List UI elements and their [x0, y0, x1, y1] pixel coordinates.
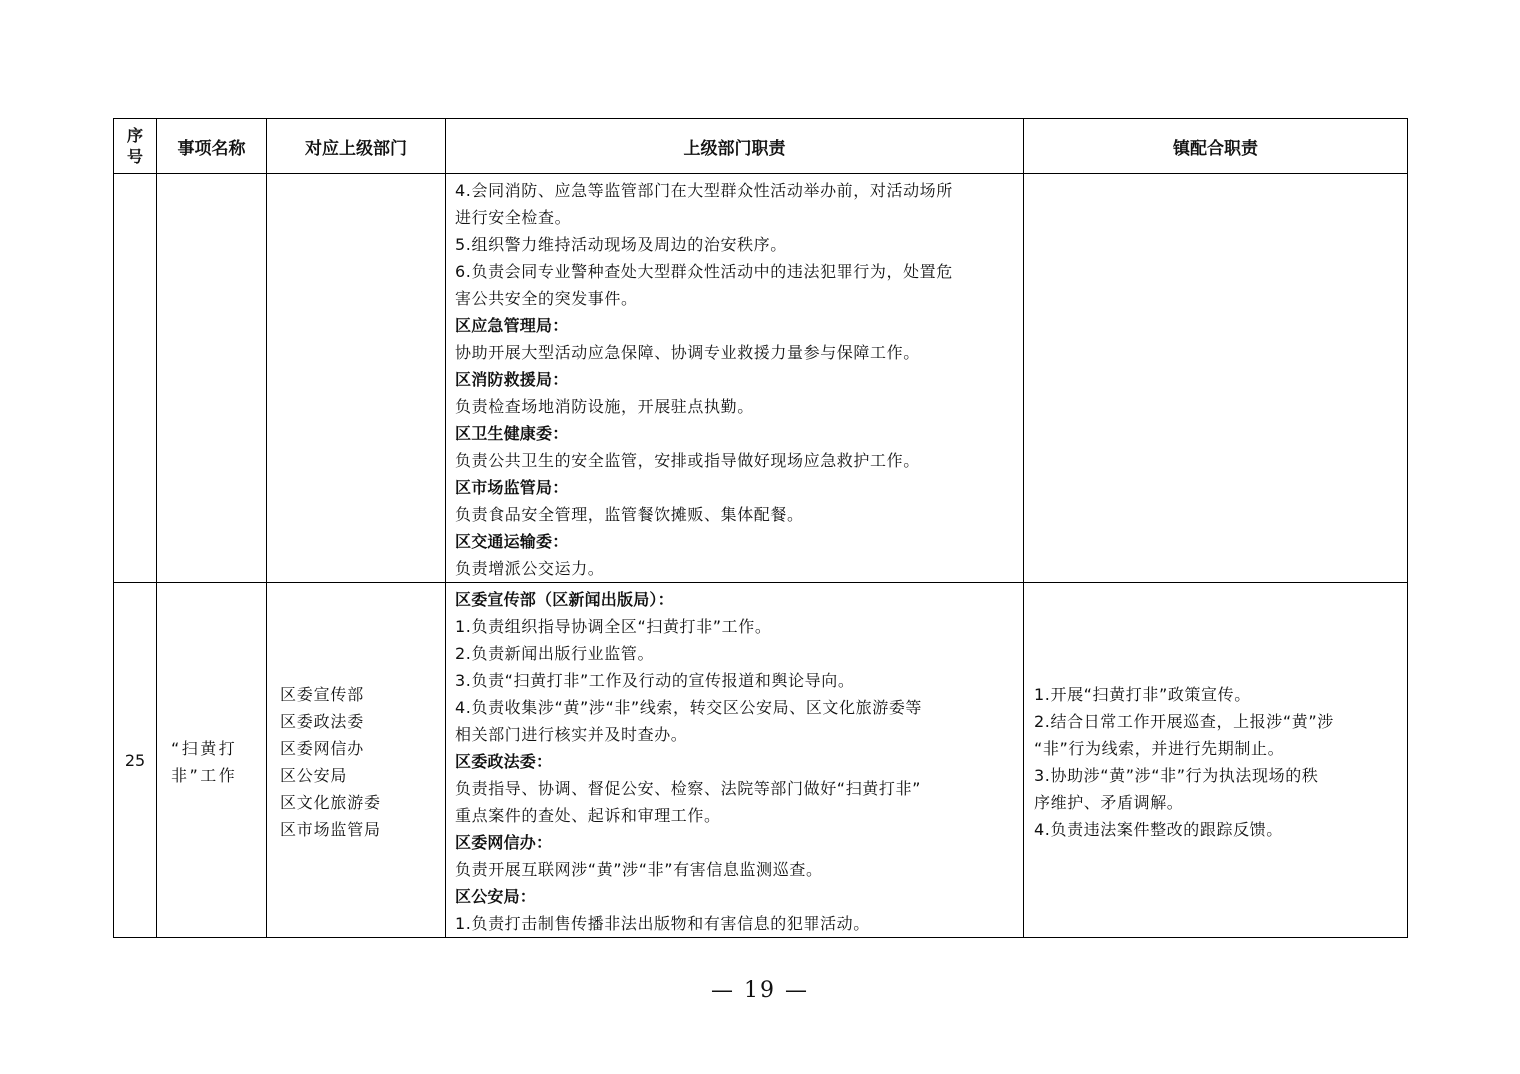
header-row: [114, 119, 1408, 174]
duty-line: 6.负责会同专业警种查处大型群众性活动中的违法犯罪行为，处置危: [455, 262, 953, 281]
department-item: 区文化旅游委: [280, 792, 381, 812]
town-duty-line: 3.协助涉“黄”涉“非”行为执法现场的秩: [1034, 765, 1319, 785]
department-item: 区委网信办: [280, 738, 365, 758]
duty-line: 区卫生健康委：: [455, 424, 569, 443]
cell-superior-duties: [446, 583, 1024, 938]
department-item: 区委政法委: [280, 711, 365, 731]
duty-line: 区交通运输委：: [455, 532, 569, 551]
cell-item-name: [157, 583, 267, 938]
duty-line: 负责指导、协调、督促公安、检察、法院等部门做好“扫黄打非”: [455, 779, 921, 798]
header-item-name: 事项名称: [157, 119, 267, 174]
duty-line: 负责增派公交运力。: [455, 559, 605, 578]
department-item: 区公安局: [280, 765, 348, 785]
header-seq: [114, 119, 157, 174]
town-duty-line: “非”行为线索，并进行先期制止。: [1034, 738, 1285, 758]
duty-line: 负责公共卫生的安全监管，安排或指导做好现场应急救护工作。: [455, 451, 920, 470]
duty-line: 区市场监管局：: [455, 478, 569, 497]
town-duties-list: [1024, 678, 1407, 843]
header-superior-duties: 上级部门职责: [446, 119, 1024, 174]
header-town-duties: 镇配合职责: [1024, 119, 1408, 174]
town-duty-line: 2.结合日常工作开展巡查，上报涉“黄”涉: [1034, 711, 1334, 731]
cell-departments: [267, 174, 446, 583]
table-row-25: [114, 583, 1408, 938]
duty-line: 害公共安全的突发事件。: [455, 289, 638, 308]
department-item: 区委宣传部: [280, 684, 365, 704]
page-number: — 19 —: [711, 978, 809, 1003]
duty-line: 4.负责收集涉“黄”涉“非”线索，转交区公安局、区文化旅游委等: [455, 698, 923, 717]
header-seq-char: 序: [126, 126, 143, 145]
cell-town-duties: [1024, 174, 1408, 583]
duty-line: 负责检查场地消防设施，开展驻点执勤。: [455, 397, 754, 416]
superior-duties-list: [446, 583, 1023, 937]
duty-line: 区消防救援局：: [455, 370, 569, 389]
department-item: 区市场监管局: [280, 819, 381, 839]
duty-table: [113, 118, 1408, 938]
duty-line: 重点案件的查处、起诉和审理工作。: [455, 806, 721, 825]
duty-line: 区委宣传部（区新闻出版局）：: [455, 590, 674, 609]
cell-seq: 25: [114, 583, 157, 938]
duty-line: 进行安全检查。: [455, 208, 572, 227]
duty-line: 区委网信办：: [455, 833, 553, 852]
duty-line: 负责开展互联网涉“黄”涉“非”有害信息监测巡查。: [455, 860, 823, 879]
duty-line: 相关部门进行核实并及时查办。: [455, 725, 688, 744]
duty-line: 1.负责打击制售传播非法出版物和有害信息的犯罪活动。: [455, 914, 870, 933]
duty-line: 4.会同消防、应急等监管部门在大型群众性活动举办前，对活动场所: [455, 181, 953, 200]
department-list: [267, 678, 445, 843]
duty-line: 2.负责新闻出版行业监管。: [455, 644, 655, 663]
duty-line: 3.负责“扫黄打非”工作及行动的宣传报道和舆论导向。: [455, 671, 855, 690]
duty-line: 5.组织警力维持活动现场及周边的治安秩序。: [455, 235, 787, 254]
superior-duties-list: [446, 174, 1023, 582]
cell-departments: [267, 583, 446, 938]
duty-line: 负责食品安全管理，监管餐饮摊贩、集体配餐。: [455, 505, 804, 524]
cell-superior-duties: [446, 174, 1024, 583]
town-duty-line: 序维护、矛盾调解。: [1034, 792, 1184, 812]
header-seq-char: 号: [126, 147, 143, 166]
duty-line: 区应急管理局：: [455, 316, 569, 335]
cell-town-duties: [1024, 583, 1408, 938]
duty-line: 区委政法委：: [455, 752, 553, 771]
duty-line: 1.负责组织指导协调全区“扫黄打非”工作。: [455, 617, 772, 636]
item-name: [157, 732, 266, 789]
header-departments: 对应上级部门: [267, 119, 446, 174]
cell-seq: [114, 174, 157, 583]
table-row-continued: [114, 174, 1408, 583]
duty-line: 区公安局：: [455, 887, 537, 906]
item-name-line: 非”工作: [171, 765, 238, 785]
town-duty-line: 1.开展“扫黄打非”政策宣传。: [1034, 684, 1251, 704]
town-duty-line: 4.负责违法案件整改的跟踪反馈。: [1034, 819, 1283, 839]
item-name-line: “扫黄打: [171, 738, 238, 758]
duty-line: 协助开展大型活动应急保障、协调专业救援力量参与保障工作。: [455, 343, 920, 362]
cell-item-name: [157, 174, 267, 583]
